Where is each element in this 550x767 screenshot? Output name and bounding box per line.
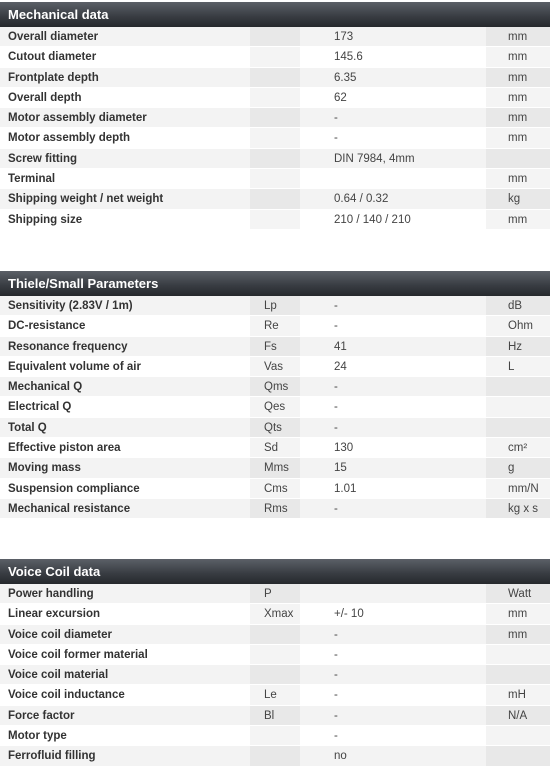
param-symbol: P <box>250 584 300 603</box>
table-row <box>0 47 550 67</box>
table-row <box>0 584 550 604</box>
param-unit: mH <box>486 685 550 704</box>
param-unit <box>486 377 550 396</box>
param-unit: mm <box>486 625 550 644</box>
section-header: Thiele/Small Parameters <box>0 271 550 296</box>
param-value: - <box>334 381 338 394</box>
param-label: Motor assembly depth <box>8 132 131 145</box>
param-symbol: Lp <box>250 296 300 315</box>
table-row <box>0 625 550 645</box>
param-unit: mm <box>486 169 550 188</box>
param-value: 145.6 <box>334 51 363 64</box>
voice-coil-table <box>0 584 550 767</box>
param-unit: mm/N <box>486 479 550 498</box>
table-row <box>0 645 550 665</box>
param-symbol: Fs <box>250 337 300 356</box>
param-value: 62 <box>334 91 347 104</box>
param-value <box>250 169 486 188</box>
param-value: 0.64 / 0.32 <box>334 193 389 206</box>
param-label: Motor type <box>8 730 67 743</box>
param-unit: Hz <box>486 337 550 356</box>
table-row <box>0 337 550 357</box>
table-row <box>0 706 550 726</box>
param-unit: mm <box>486 68 550 87</box>
table-row <box>0 458 550 478</box>
param-symbol <box>250 726 300 745</box>
param-label: Suspension compliance <box>8 482 140 495</box>
param-value: - <box>334 669 338 682</box>
table-row <box>0 108 550 128</box>
param-label: Ferrofluid filling <box>8 750 96 763</box>
param-value: - <box>334 648 338 661</box>
param-symbol: Bl <box>250 706 300 725</box>
thiele-small-section <box>0 271 550 519</box>
param-value: - <box>334 421 338 434</box>
param-label: Mechanical resistance <box>8 502 131 515</box>
param-symbol: Vas <box>250 357 300 376</box>
param-label: Voice coil inductance <box>8 689 125 702</box>
param-unit: kg x s <box>486 499 550 518</box>
param-value: +/- 10 <box>334 608 364 621</box>
table-row <box>0 88 550 108</box>
param-unit <box>486 418 550 437</box>
param-label: Overall diameter <box>8 31 99 43</box>
param-unit: N/A <box>486 706 550 725</box>
param-symbol: Qms <box>250 377 300 396</box>
param-symbol: Qes <box>250 397 300 416</box>
param-unit: mm <box>486 108 550 127</box>
param-label: Screw fitting <box>8 152 78 165</box>
param-unit: mm <box>486 47 550 66</box>
param-symbol <box>250 645 300 664</box>
table-row <box>0 296 550 316</box>
param-label: Cutout diameter <box>8 51 97 64</box>
param-unit: L <box>486 357 550 376</box>
param-value: DIN 7984, 4mm <box>334 152 415 165</box>
table-row <box>0 479 550 499</box>
param-value: - <box>334 628 338 641</box>
param-value: 41 <box>334 340 347 353</box>
param-label: Shipping size <box>8 213 83 226</box>
param-label: Frontplate depth <box>8 71 99 84</box>
section-header: Voice Coil data <box>0 559 550 584</box>
param-unit: kg <box>486 189 550 208</box>
table-row <box>0 169 550 189</box>
mechanical-data-section <box>0 2 550 230</box>
param-value: 1.01 <box>334 482 357 495</box>
param-unit <box>486 149 550 168</box>
param-label: Shipping weight / net weight <box>8 193 164 206</box>
param-value: - <box>334 730 338 743</box>
table-row <box>0 397 550 417</box>
param-label: Electrical Q <box>8 401 72 414</box>
param-value: - <box>334 112 338 125</box>
table-row <box>0 316 550 336</box>
param-unit <box>486 645 550 664</box>
table-row <box>0 665 550 685</box>
param-unit <box>486 397 550 416</box>
param-unit: g <box>486 458 550 477</box>
param-label: Voice coil diameter <box>8 628 112 641</box>
param-value: no <box>334 750 347 763</box>
param-unit: cm² <box>486 438 550 457</box>
param-value: - <box>334 709 338 722</box>
param-unit <box>486 726 550 745</box>
param-label: Mechanical Q <box>8 381 83 394</box>
voice-coil-section <box>0 559 550 767</box>
param-label: Equivalent volume of air <box>8 360 141 373</box>
table-row <box>0 210 550 230</box>
param-value <box>300 584 486 603</box>
param-value: - <box>334 132 338 145</box>
param-value: - <box>334 401 338 414</box>
param-label: Voice coil material <box>8 669 109 682</box>
param-label: DC-resistance <box>8 320 86 333</box>
param-unit: mm <box>486 88 550 107</box>
param-symbol <box>250 665 300 684</box>
param-label: Linear excursion <box>8 608 101 621</box>
table-row <box>0 604 550 624</box>
param-value: 15 <box>334 462 347 475</box>
table-row <box>0 68 550 88</box>
mechanical-table <box>0 27 550 230</box>
param-unit: Ohm <box>486 316 550 335</box>
table-row <box>0 189 550 209</box>
section-header: Mechanical data <box>0 2 550 27</box>
param-unit <box>486 665 550 684</box>
table-row <box>0 499 550 519</box>
param-symbol: Xmax <box>250 604 300 623</box>
table-row <box>0 149 550 169</box>
param-label: Force factor <box>8 709 75 722</box>
table-row <box>0 418 550 438</box>
param-symbol: Rms <box>250 499 300 518</box>
param-symbol: Le <box>250 685 300 704</box>
param-label: Total Q <box>8 421 47 434</box>
param-unit: mm <box>486 128 550 147</box>
table-row <box>0 726 550 746</box>
param-symbol: Re <box>250 316 300 335</box>
param-value: 24 <box>334 360 347 373</box>
param-label: Overall depth <box>8 91 82 104</box>
table-row <box>0 438 550 458</box>
table-row <box>0 746 550 766</box>
table-row <box>0 377 550 397</box>
param-symbol <box>250 625 300 644</box>
param-label: Voice coil former material <box>8 648 148 661</box>
param-value: - <box>334 502 338 515</box>
param-unit: dB <box>486 296 550 315</box>
param-label: Motor assembly diameter <box>8 112 147 125</box>
param-unit: mm <box>486 210 550 229</box>
param-value: 6.35 <box>334 71 357 84</box>
table-row <box>0 128 550 148</box>
param-symbol: Qts <box>250 418 300 437</box>
param-value: - <box>334 320 338 333</box>
param-symbol: Cms <box>250 479 300 498</box>
param-unit <box>486 746 550 765</box>
param-value: 210 / 140 / 210 <box>334 213 411 226</box>
param-value: 130 <box>334 442 354 455</box>
param-label: Moving mass <box>8 462 81 475</box>
table-row <box>0 357 550 377</box>
param-symbol: Sd <box>250 438 300 457</box>
param-unit: Watt <box>486 584 550 603</box>
param-label: Power handling <box>8 588 94 600</box>
table-row <box>0 27 550 47</box>
param-unit: mm <box>486 27 550 46</box>
param-value: - <box>334 689 338 702</box>
param-label: Resonance frequency <box>8 340 128 353</box>
param-symbol: Mms <box>250 458 300 477</box>
param-unit: mm <box>486 604 550 623</box>
param-label: Effective piston area <box>8 442 121 455</box>
param-value: - <box>334 300 338 312</box>
table-row <box>0 685 550 705</box>
thiele-small-table <box>0 296 550 519</box>
param-value: 173 <box>334 31 354 43</box>
param-symbol <box>250 746 300 765</box>
param-label: Sensitivity (2.83V / 1m) <box>8 300 133 312</box>
param-label: Terminal <box>8 173 56 186</box>
